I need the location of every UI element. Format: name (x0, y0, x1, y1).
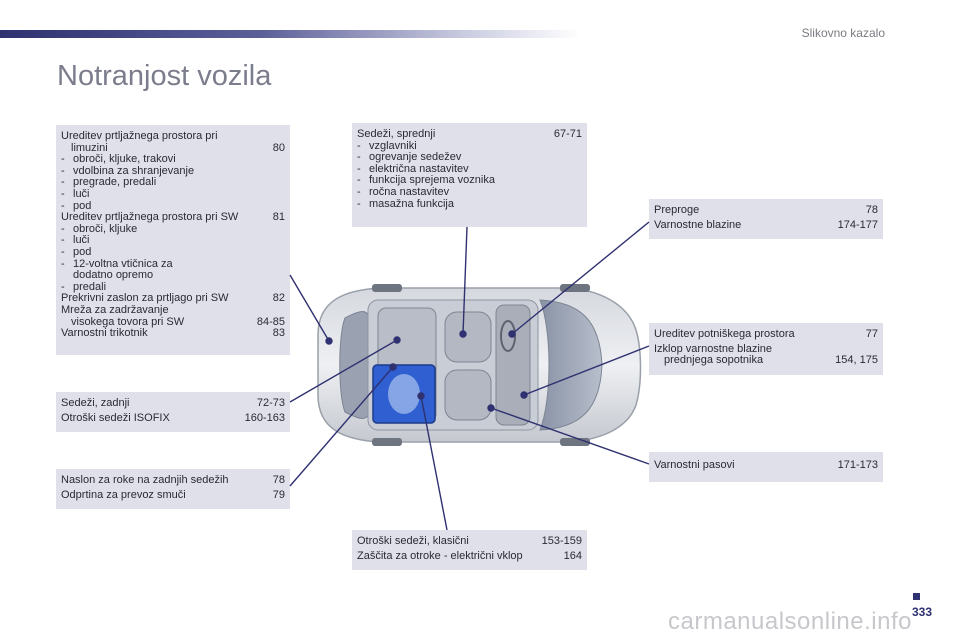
page-ref: 84-85 (256, 315, 285, 328)
page-ref: 78 (865, 204, 878, 216)
page-ref: 72-73 (256, 397, 285, 409)
page-title: Notranjost vozila (57, 60, 272, 92)
ski-label: Odprtina za prevoz smuči (61, 488, 186, 501)
wheel (372, 438, 402, 446)
child-lock-label: Zaščita za otroke - električni vklop (357, 549, 523, 562)
page-ref: 81 (272, 211, 285, 224)
airbags-label: Varnostne blazine (654, 218, 742, 231)
rear-seats-label: Sedeži, zadnji (61, 397, 130, 409)
leader-dot (326, 338, 332, 344)
list-item: pod (73, 199, 92, 212)
passenger-label: Ureditev potniškega prostora (654, 328, 795, 340)
page-ref: 78 (272, 474, 285, 486)
leader-dot (394, 337, 400, 343)
leader-line-trunk (290, 275, 329, 341)
page-ref: 77 (865, 328, 878, 340)
list-item: ročna nastavitev (369, 185, 450, 198)
page-ref: 80 (272, 141, 285, 154)
net-title-line2: visokega tovora pri SW (71, 315, 185, 328)
list-item: obroči, kljuke, trakovi (73, 153, 176, 166)
leader-dot (418, 393, 424, 399)
list-item: električna nastavitev (369, 162, 469, 175)
list-item: vzglavniki (369, 139, 417, 152)
section-title: Slikovno kazalo (801, 26, 885, 40)
page-ref: 67-71 (553, 128, 582, 140)
page-ref: 164 (563, 549, 582, 562)
wheel (372, 284, 402, 292)
page-ref: 83 (272, 327, 285, 340)
airbag-off-line1: Izklop varnostne blazine (654, 342, 773, 355)
list-item: ogrevanje sedežev (369, 151, 462, 164)
page-ref: 160-163 (244, 411, 285, 424)
airbag-off-line2: prednjega sopotnika (664, 354, 764, 367)
triangle-title: Varnostni trikotnik (61, 327, 148, 340)
list-item: vdolbina za shranjevanje (73, 164, 195, 177)
trunk-title-line2: limuzini (71, 141, 108, 154)
trunk-box: Ureditev prtljažnega prostora pri limuzini 80 - obroči, kljuke, trakovi - vdolbina za shranjevanje - pregrade, predali - luči - pod Ureditev prtljažnega prostora pri SW 81 - obroči, kljuke - luči - pod - 12-voltna vtičnica za dodatno opremo - predali Prekrivni zaslon za prtljago pri SW 82 Mreža za zadržavanje visokega tovora pri SW 84-85 Varnostni trikotnik 83 (56, 125, 290, 355)
front-seats-box: Sedeži, sprednji 67-71 - vzglavniki - ogrevanje sedežev - električna nastavitev - funkcija sprejema voznika - ročna nastavitev - masažna funkcija (352, 123, 587, 227)
watermark: carmanualsonline.info (668, 608, 912, 635)
list-item: luči (73, 187, 90, 200)
leader-dot (509, 331, 515, 337)
list-item: predali (73, 280, 107, 293)
footer-marker (913, 593, 920, 600)
page-number: 333 (912, 605, 933, 619)
trunk-title-line1: Ureditev prtljažnega prostora pri (61, 130, 218, 142)
page-ref: 171-173 (837, 459, 878, 471)
list-item: luči (73, 234, 90, 247)
trunk-sw-title: Ureditev prtljažnega prostora pri SW (61, 211, 239, 224)
armrest-label: Naslon za roke na zadnjih sedežih (61, 474, 229, 486)
page-ref: 79 (272, 488, 285, 501)
page-ref: 154, 175 (835, 354, 878, 367)
net-title-line1: Mreža za zadržavanje (61, 303, 169, 316)
child-figure (388, 374, 420, 414)
leader-dot (390, 364, 396, 370)
page-ref: 153-159 (541, 535, 582, 547)
front-seat-left (445, 312, 491, 362)
front-seat-right (445, 370, 491, 420)
leader-dot (460, 331, 466, 337)
list-item: masažna funkcija (369, 197, 454, 210)
mats-label: Preproge (654, 204, 700, 216)
front-seats-title: Sedeži, sprednji (357, 128, 436, 140)
page-ref: 82 (272, 292, 285, 305)
isofix-label: Otroški sedeži ISOFIX (61, 411, 170, 424)
list-item: funkcija sprejema voznika (369, 174, 495, 187)
page-ref: 174-177 (837, 218, 878, 231)
list-item: pod (73, 245, 92, 258)
list-item: pregrade, predali (73, 176, 157, 189)
leader-dot (488, 405, 494, 411)
list-item: obroči, kljuke (73, 222, 138, 235)
child-seats-label: Otroški sedeži, klasični (357, 535, 469, 547)
cover-title: Prekrivni zaslon za prtljago pri SW (61, 292, 229, 305)
leader-dot (521, 392, 527, 398)
belts-label: Varnostni pasovi (654, 459, 735, 471)
list-item: 12-voltna vtičnica za dodatno opremo (73, 257, 173, 282)
